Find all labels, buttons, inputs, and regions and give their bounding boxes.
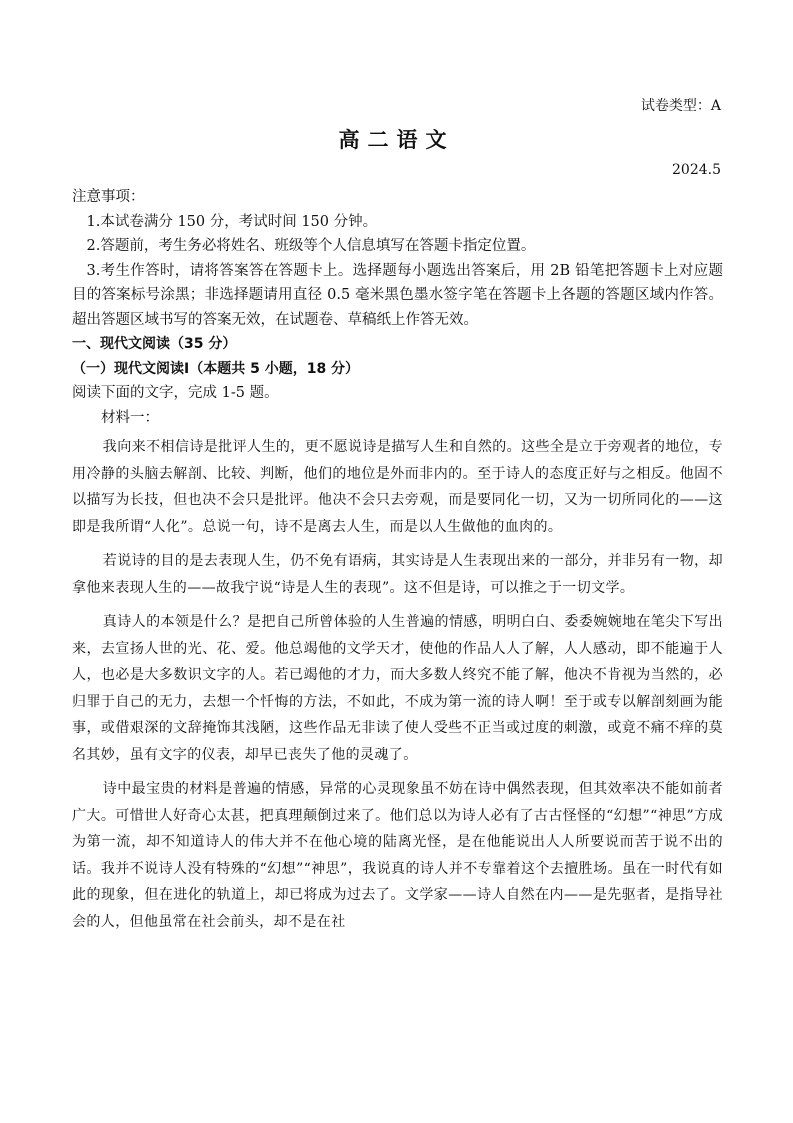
passage-paragraph-3: 真诗人的本领是什么？是把自己所曾体验的人生普遍的情感，明明白白、委委婉婉地在笔尖下写出来，去宣扬人世的光、花、爱。他总竭他的文学天才，使他的作品人人了解，人人感动，即不能遍于人人，也必是大多数识文字的人。若已竭他的才力，而大多数人终究不能了解，他决不肯视为当然的，必归罪于自己的无力，去想一个忏悔的方法，不如此，不成为第一流的诗人啊！至于或专以解剖刻画为能事，或借艰深的文辞掩饰其浅陋，这些作品无非读了使人受些不正当或过度的刺激，或竟不痛不痒的莫名其妙，虽有文字的仪表，却早已丧失了他的灵魂了。 — [72, 614, 723, 763]
notice-heading: 注意事项： — [72, 189, 145, 205]
notice-item-1: 1.本试卷满分 150 分，考试时间 150 分钟。 — [86, 213, 378, 230]
passage-paragraph-4: 诗中最宝贵的材料是普遍的情感，异常的心灵现象虽不妨在诗中偶然表现，但其效率决不能如前者广大。可惜世人好奇心太甚，把真理颠倒过来了。他们总以为诗人必有了古古怪怪的“幻想”“神思”方成为第一流，却不知道诗人的伟大并不在他心境的陆离光怪，是在他能说出人人所要说而苦于说不出的话。我并不说诗人没有特殊的“幻想”“神思”，我说真的诗人并不专靠着这个去擅胜场。虽在一时代有如此的现象，但在进化的轨道上，却已将成为过去了。文学家——诗人自然在内——是先驱者，是指导社会的人，但他虽常在社会前头，却不是在社 — [72, 781, 723, 930]
reading-instruction: 阅读下面的文字，完成 1-5 题。 — [72, 385, 279, 401]
passage-paragraph-1: 我向来不相信诗是批评人生的，更不愿说诗是描写人生和自然的。这些全是立于旁观者的地位，专用冷静的头脑去解剖、比较、判断，他们的地位是外而非内的。至于诗人的态度正好与之相反。他固不以描写为长技，但也决不会只是批评。他决不会只去旁观，而是要同化一切，又为一切所同化的——这即是我所谓“人化”。总说一句，诗不是离去人生，而是以人生做他的血肉的。 — [72, 439, 723, 535]
passage-paragraph-2: 若说诗的目的是去表现人生，仍不免有语病，其实诗是人生表现出来的一部分，并非另有一物，却拿他来表现人生的——故我宁说“诗是人生的表现”。这不但是诗，可以推之于一切文学。 — [72, 553, 723, 596]
material-label: 材料一： — [101, 409, 159, 426]
main-content — [72, 185, 723, 943]
notice-item-3: 3.考生作答时，请将答案答在答题卡上。选择题每小题选出答案后，用 2B 铅笔把答题卡上对应题目的答案标号涂黑；非选择题请用直径 0.5 毫米黑色墨水签字笔在答题卡上各题的答题区域内作答。超出答题区域书写的答案无效，在试题卷、草稿纸上作答无效。 — [72, 262, 723, 328]
notice-item-2: 2.答题前，考生务必将姓名、班级等个人信息填写在答题卡指定位置。 — [86, 238, 536, 254]
exam-date: 2024.5 — [672, 162, 721, 178]
section-heading: 一、现代文阅读（35 分） — [72, 336, 237, 352]
sub-section-heading: （一）现代文阅读Ⅰ（本题共 5 小题，18 分） — [72, 360, 360, 377]
exam-type-label: 试卷类型：A — [640, 98, 721, 114]
page-title: 高二语文 — [338, 128, 455, 152]
reading-passage — [72, 434, 723, 935]
